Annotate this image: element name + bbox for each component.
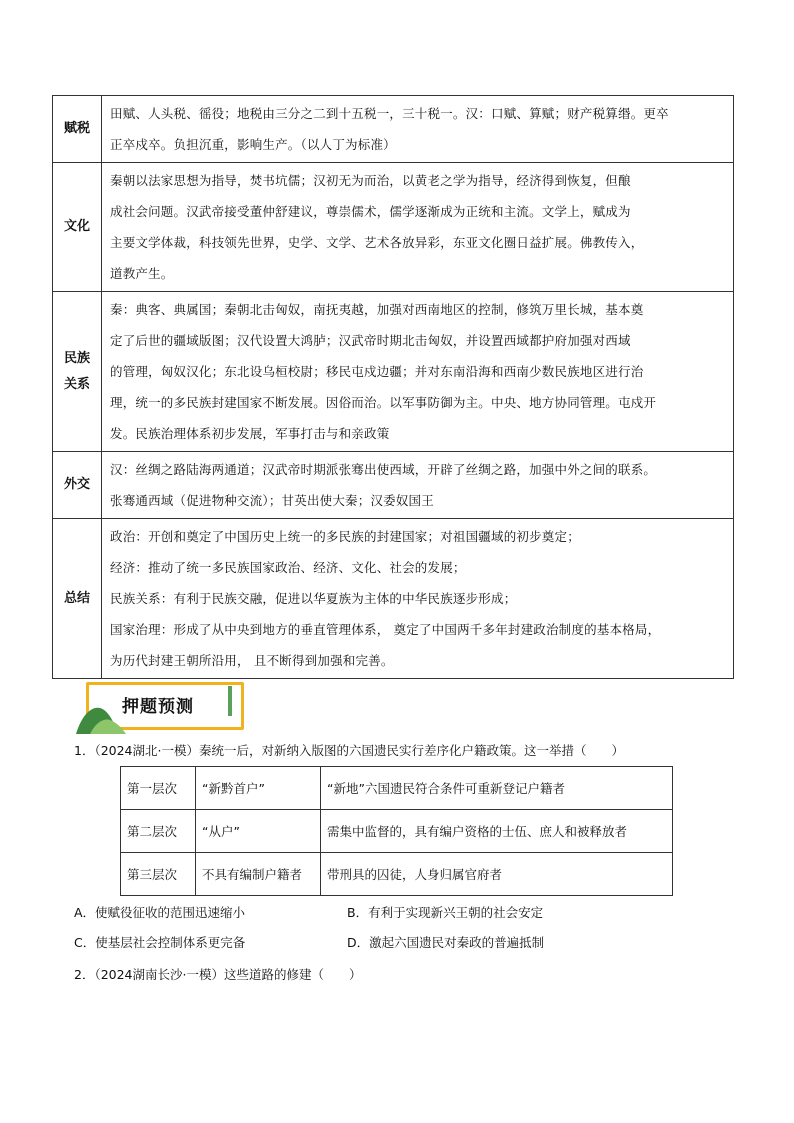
table-row [121,810,673,853]
table-cell: 第三层次 [121,853,196,896]
content-line: 道教产生。 [110,266,174,281]
content-line: 发。民族治理体系初步发展，军事打击与和亲政策 [110,426,390,441]
content-line: 成社会问题。汉武帝接受董仲舒建议，尊崇儒术，儒学逐渐成为正统和主流。文学上，赋成为 [110,204,631,219]
content-line: 经济：推动了统一多民族国家政治、经济、文化、社会的发展； [110,560,466,575]
content-line: 政治：开创和奠定了中国历史上统一的多民族的封建国家；对祖国疆域的初步奠定； [110,529,580,544]
section-title: 押题预测 [122,697,194,717]
content-line: 国家治理：形成了从中央到地方的垂直管理体系， 奠定了中国两千多年封建政治制度的基本格局， [110,622,661,637]
table-row [53,163,734,292]
table-row [53,292,734,452]
hills-icon [76,700,126,734]
content-line: 田赋、人头税、徭役；地税由三分之二到十五税一，三十税一。汉：口赋、算赋；财产税算缗。更卒 [110,106,669,121]
content-line: 理，统一的多民族封建国家不断发展。因俗而治。以军事防御为主。中央、地方协同管理。屯戍开 [110,395,657,410]
table-cell: “新地”六国遗民符合条件可重新登记户籍者 [321,767,673,810]
row-header-line: 民族 [63,350,90,366]
row-header-culture: 文化 [53,163,102,292]
row-content-culture [102,163,734,292]
row-content-taxation [102,96,734,163]
question-2-stem: 2．（2024湖南长沙·一模）这些道路的修建（ ） [74,967,362,982]
option-d[interactable]: D．激起六国遗民对秦政的普遍抵制 [347,935,545,950]
row-header-line: 关系 [63,376,90,392]
table-cell: 第二层次 [121,810,196,853]
content-line: 定了后世的疆域版图；汉代设置大鸿胪；汉武帝时期北击匈奴，并设置西域都护府加强对西域 [110,333,631,348]
table-cell: 第一层次 [121,767,196,810]
content-line: 秦：典客、典属国；秦朝北击匈奴，南抚夷越，加强对西南地区的控制，修筑万里长城，基本奠 [110,302,644,317]
row-content-ethnic-relations [102,292,734,452]
table-cell: 不具有编制户籍者 [196,853,321,896]
table-cell: 带刑具的囚徒，人身归属官府者 [321,853,673,896]
content-line: 的管理，匈奴汉化；东北设乌桓校尉；移民屯戍边疆；并对东南沿海和西南少数民族地区进行治 [110,364,644,379]
summary-table [52,95,734,679]
content-line: 主要文学体裁，科技领先世界，史学、文学、艺术各放异彩，东亚文化圈日益扩展。佛教传入， [110,235,644,250]
option-b[interactable]: B．有利于实现新兴王朝的社会安定 [347,905,544,920]
table-row [53,519,734,679]
row-header-diplomacy: 外交 [53,452,102,519]
option-a[interactable]: A．使赋役征收的范围迅速缩小 [74,905,246,920]
option-c[interactable]: C．使基层社会控制体系更完备 [74,935,246,950]
table-cell: “新黔首户” [196,767,321,810]
question-1-table [120,766,673,896]
content-line: 为历代封建王朝所沿用， 且不断得到加强和完善。 [110,653,394,668]
question-1-stem: 1．（2024湖北·一模）秦统一后，对新纳入版图的六国遗民实行差序化户籍政策。这一举措（ ） [74,743,624,758]
content-line: 秦朝以法家思想为指导，焚书坑儒；汉初无为而治，以黄老之学为指导，经济得到恢复，但酿 [110,173,631,188]
content-line: 汉：丝绸之路陆海两通道；汉武帝时期派张骞出使西域，开辟了丝绸之路，加强中外之间的联系。 [110,462,657,477]
banner-accent-bar [228,686,232,716]
row-header-summary: 总结 [53,519,102,679]
section-banner [76,680,246,732]
table-row [53,452,734,519]
row-content-summary [102,519,734,679]
content-line: 正卒戍卒。负担沉重，影响生产。（以人丁为标准） [110,137,396,152]
row-content-diplomacy [102,452,734,519]
content-line: 张骞通西域（促进物种交流）；甘英出使大秦；汉委奴国王 [110,493,434,508]
row-header-ethnic-relations [53,292,102,452]
table-cell: “从户” [196,810,321,853]
table-row [53,96,734,163]
row-header-taxation: 赋税 [53,96,102,163]
table-row [121,767,673,810]
table-row [121,853,673,896]
table-cell: 需集中监督的，具有编户资格的士伍、庶人和被释放者 [321,810,673,853]
content-line: 民族关系：有利于民族交融，促进以华夏族为主体的中华民族逐步形成； [110,591,517,606]
